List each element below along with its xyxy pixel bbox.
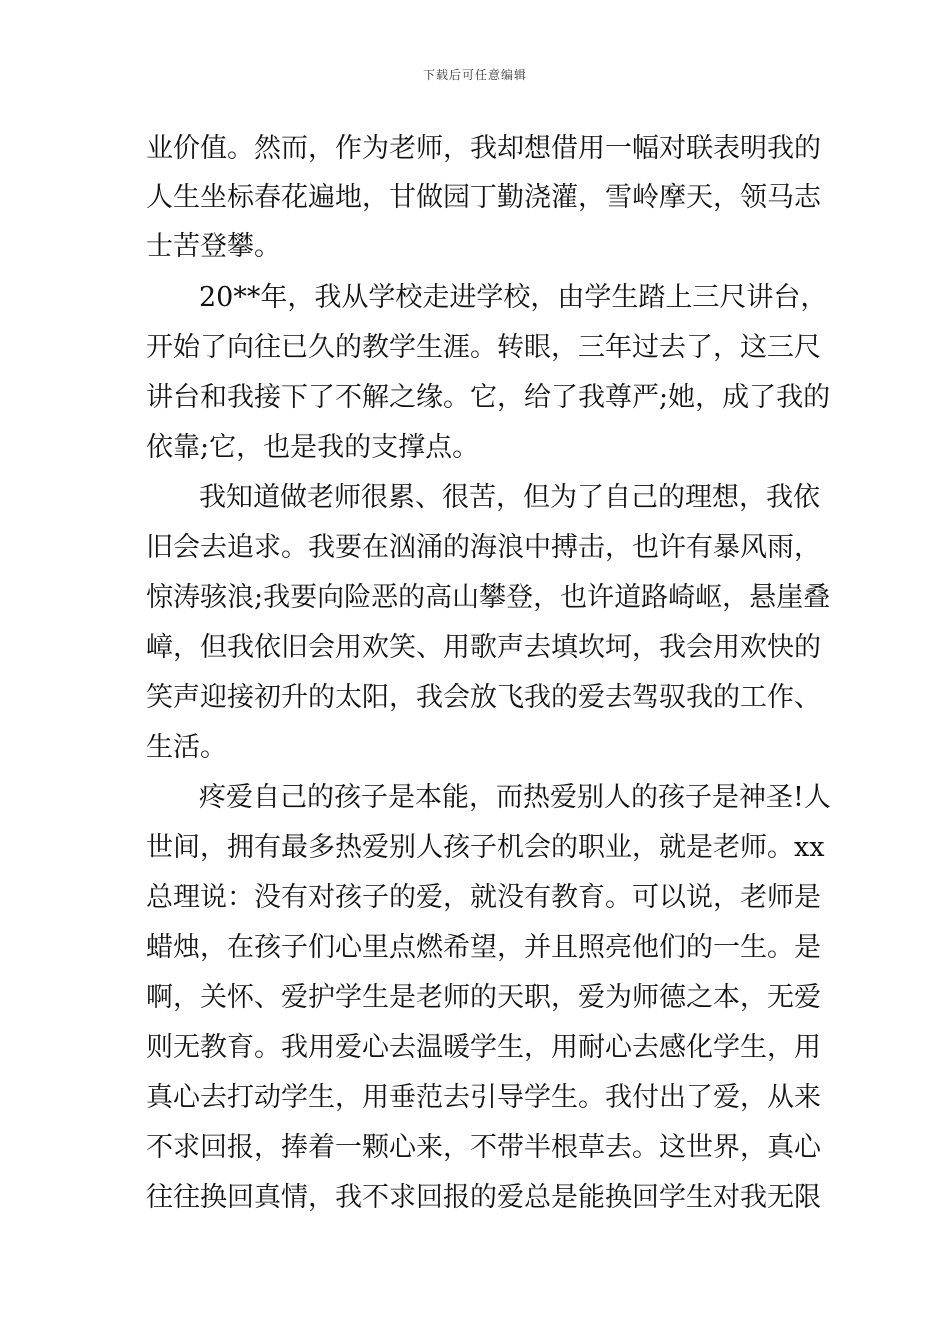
text-line: 笑声迎接初升的太阳，我会放飞我的爱去驾驭我的工作、 [146,682,821,713]
text-line: 我知道做老师很累、很苦，但为了自己的理想，我依 [199,482,820,513]
text-line: 士苦登攀。 [146,231,281,262]
text-line: 蜡烛，在孩子们心里点燃希望，并且照亮他们的一生。是 [146,932,821,963]
text-line: 疼爱自己的孩子是本能，而热爱别人的孩子是神圣!人 [199,782,831,813]
text-line: 嶂，但我依旧会用欢笑、用歌声去填坎坷，我会用欢快的 [146,632,821,663]
text-line: 啊，关怀、爱护学生是老师的天职，爱为师德之本，无爱 [146,982,821,1013]
text-line: 不求回报，捧着一颗心来，不带半根草去。这世界，真心 [146,1132,821,1163]
text-line: 世间，拥有最多热爱别人孩子机会的职业，就是老师。xx [146,832,825,863]
text-line: 往往换回真情，我不求回报的爱总是能换回学生对我无限 [146,1182,821,1213]
page-header: 下载后可任意编辑 [422,68,527,82]
text-line: 开始了向往已久的教学生涯。转眼，三年过去了，这三尺 [146,332,821,363]
text-line: 20**年，我从学校走进学校，由学生踏上三尺讲台， [199,282,828,313]
text-line: 旧会去追求。我要在汹涌的海浪中搏击，也许有暴风雨， [146,532,821,563]
text-line: 人生坐标春花遍地，甘做园丁勤浇灌，雪岭摩天，领马志 [146,182,821,213]
text-line: 真心去打动学生，用垂范去引导学生。我付出了爱，从来 [146,1082,821,1113]
text-line: 依靠;它，也是我的支撑点。 [146,432,480,463]
text-line: 讲台和我接下了不解之缘。它，给了我尊严;她，成了我的 [146,382,831,413]
text-line: 惊涛骇浪;我要向险恶的高山攀登，也许道路崎岖，悬崖叠 [146,582,831,613]
text-line: 则无教育。我用爱心去温暖学生，用耐心去感化学生，用 [146,1032,821,1063]
text-line: 生活。 [146,732,227,763]
text-line: 总理说：没有对孩子的爱，就没有教育。可以说，老师是 [146,882,821,913]
text-line: 业价值。然而，作为老师，我却想借用一幅对联表明我的 [146,133,821,164]
